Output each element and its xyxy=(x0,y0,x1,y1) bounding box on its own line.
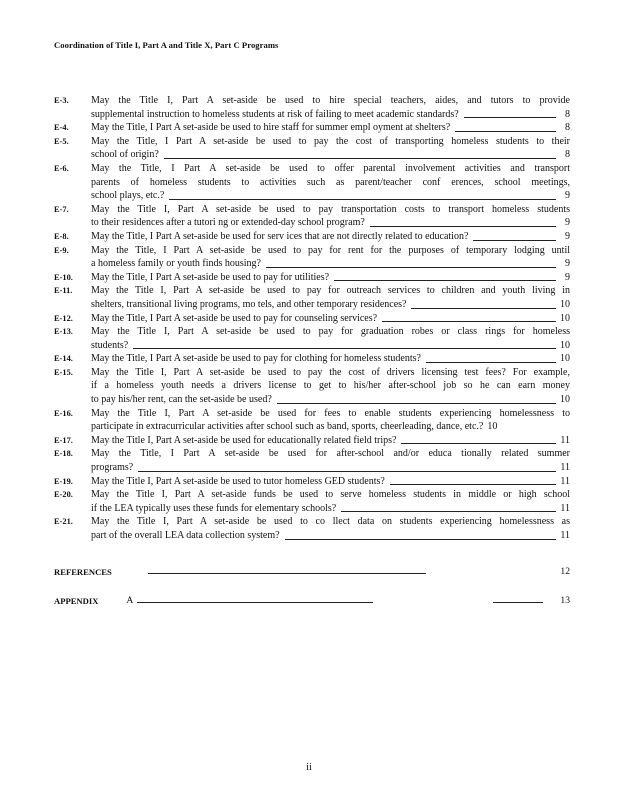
toc-entry-page: 9 xyxy=(565,230,570,242)
toc-entry-line xyxy=(91,176,570,190)
toc-entry[interactable] xyxy=(54,135,570,162)
toc-entry-number: E-3. xyxy=(54,96,69,105)
toc-entry-page: 11 xyxy=(560,530,570,541)
toc-leader-line xyxy=(473,240,556,241)
toc-entry-number: E-6. xyxy=(54,163,69,173)
toc-leader-line xyxy=(138,471,556,472)
toc-entry-text: school plays, etc.? xyxy=(91,190,165,202)
toc-entry[interactable] xyxy=(54,94,570,121)
toc-entry-number: E-21. xyxy=(54,517,73,527)
toc-leader-line xyxy=(390,484,556,485)
appendix-leader xyxy=(137,602,373,603)
toc-entry-text: students? xyxy=(91,339,129,351)
toc-entry-number: E-16. xyxy=(54,408,73,418)
toc-entry-text: May the Title I, Part A set-aside be used to pay transportation costs to transport homeless students xyxy=(91,203,570,215)
toc-entry-page: 9 xyxy=(565,190,570,202)
toc-entry-text: May the Title I, Part A set-aside be used to pay for graduation robes or class rings for homeless xyxy=(91,326,570,338)
toc-entry-text: to pay his/her rent, can the set-aside be used? xyxy=(91,394,272,406)
references-leader xyxy=(148,573,426,574)
appendix-label: APPENDIX xyxy=(54,596,99,606)
toc-entry-number: E-12. xyxy=(54,313,73,323)
toc-entry-line xyxy=(91,230,570,244)
toc-leader-line xyxy=(285,539,556,540)
toc-entry[interactable] xyxy=(54,284,570,311)
toc-entry-page: 11 xyxy=(560,462,570,474)
toc-entry-page: 8 xyxy=(565,122,570,134)
page-number: ii xyxy=(306,762,312,773)
toc-entry[interactable] xyxy=(54,244,570,271)
references-label: REFERENCES xyxy=(54,567,112,577)
toc-entry-number: E-7. xyxy=(54,204,69,214)
toc-leader-line xyxy=(382,321,556,322)
running-header: Coordination of Title I, Part A and Title X, Part C Programs xyxy=(54,40,279,50)
toc-entry-text: May the Title, I Part A set-aside be used for after-school and/or educa tionally related summer xyxy=(91,448,570,460)
toc-entry-number: E-18. xyxy=(54,449,73,459)
toc-entry-text: supplemental instruction to homeless students at risk of failing to meet academic standards? xyxy=(91,108,459,120)
toc-entry-line xyxy=(91,502,570,516)
toc-entry-line xyxy=(91,257,570,271)
toc-entry-text: parents of homeless students to activities such as parent/teacher conf erences, school meetings, xyxy=(91,176,570,188)
toc-entry-number: E-5. xyxy=(54,136,69,146)
toc-entry-page: 8 xyxy=(565,108,570,120)
toc-entry-number: E-13. xyxy=(54,327,73,337)
table-of-contents xyxy=(54,94,570,543)
toc-entry-text: May the Title, I Part A set-aside be used to hire staff for summer empl oyment at shelters? xyxy=(91,122,451,134)
references-row[interactable] xyxy=(54,566,570,577)
toc-entry[interactable] xyxy=(54,366,570,407)
toc-entry-line xyxy=(91,393,570,407)
toc-leader-line xyxy=(411,308,556,309)
toc-entry[interactable] xyxy=(54,407,570,434)
toc-entry-text: May the Title I, Part A set-aside be used for educationally related field trips? xyxy=(91,434,397,446)
toc-entry[interactable] xyxy=(54,121,570,135)
toc-entry-number: E-19. xyxy=(54,476,73,486)
toc-entry-text: May the Title I, Part A set-aside be used to co llect data on students experiencing homelessness as xyxy=(91,516,570,528)
toc-entry-line xyxy=(91,339,570,353)
toc-entry-page: 10 xyxy=(560,312,570,324)
toc-entry-line xyxy=(91,298,570,312)
toc-entry-text: if a homeless youth needs a drivers license to get to his/her after-school job so he can earn money xyxy=(91,380,570,392)
toc-entry-line xyxy=(91,216,570,230)
toc-entry-text: May the Title I, Part A set-aside be used to hire special teachers, aides, and tutors to provide xyxy=(91,95,570,106)
toc-entry-number: E-10. xyxy=(54,272,73,282)
toc-entry[interactable] xyxy=(54,434,570,448)
toc-entry-line xyxy=(91,447,570,461)
toc-entry-text: if the LEA typically uses these funds for elementary schools? xyxy=(91,502,337,514)
toc-entry-text: participate in extracurricular activities after school such as band, sports, cheerleading, dance, etc.? xyxy=(91,421,484,433)
toc-leader-line xyxy=(341,511,556,512)
toc-entry-text: May the Title, I Part A set-aside be used to pay for rent for the purposes of temporary lodging until xyxy=(91,244,570,256)
toc-entry[interactable] xyxy=(54,230,570,244)
toc-entry-line xyxy=(91,488,570,502)
toc-entry[interactable] xyxy=(54,352,570,366)
appendix-page: 13 xyxy=(560,595,570,606)
toc-leader-line xyxy=(133,348,556,349)
toc-leader-line xyxy=(334,280,556,281)
toc-leader-line xyxy=(426,362,556,363)
toc-entry-text: May the Title, I Part A set-aside be used to pay for utilities? xyxy=(91,271,330,283)
toc-entry-text: May the Title, I Part A set-aside be used to pay the cost of transporting homeless students to their xyxy=(91,135,570,147)
toc-entry[interactable] xyxy=(54,271,570,285)
toc-entry-text: a homeless family or youth finds housing? xyxy=(91,258,261,270)
toc-leader-line xyxy=(266,267,556,268)
toc-entry-line xyxy=(91,461,570,475)
toc-entry-line xyxy=(91,325,570,339)
toc-leader-line xyxy=(464,117,556,118)
toc-entry-line xyxy=(91,203,570,217)
toc-entry[interactable] xyxy=(54,515,570,542)
toc-entry-text: shelters, transitional living programs, mo tels, and other temporary residences? xyxy=(91,298,407,310)
toc-leader-line xyxy=(455,131,556,132)
toc-entry[interactable] xyxy=(54,475,570,489)
toc-entry-page: 9 xyxy=(565,271,570,283)
toc-entry-page: 8 xyxy=(565,149,570,161)
toc-entry-number: E-20. xyxy=(54,490,73,500)
toc-entry-line xyxy=(91,108,570,122)
toc-leader-line xyxy=(164,158,556,159)
toc-entry-text: programs? xyxy=(91,462,134,474)
toc-leader-line xyxy=(370,226,556,227)
toc-entry-line xyxy=(91,366,570,380)
toc-entry-line xyxy=(91,189,570,203)
toc-entry-text: to their residences after a tutori ng or extended-day school program? xyxy=(91,217,365,229)
toc-entry-line xyxy=(91,94,570,108)
toc-leader-line xyxy=(169,199,556,200)
toc-entry-line xyxy=(91,379,570,393)
toc-entry-line xyxy=(91,529,570,543)
toc-entry-text: May the Title, I Part A set-aside be used to pay for counseling services? xyxy=(91,312,378,324)
toc-entry-number: E-14. xyxy=(54,354,73,364)
toc-entry-number: E-11. xyxy=(54,286,73,296)
toc-entry-line xyxy=(91,407,570,421)
toc-entry-page: 10 xyxy=(560,339,570,351)
toc-entry-text: May the Title, I Part A set-aside be used for serv ices that are not directly related to education? xyxy=(91,230,469,242)
toc-entry-line xyxy=(91,162,570,176)
toc-entry-line xyxy=(91,244,570,258)
toc-entry-line xyxy=(91,284,570,298)
toc-entry-page: 10 xyxy=(487,421,498,433)
toc-entry-number: E-4. xyxy=(54,123,69,133)
toc-entry-number: E-8. xyxy=(54,231,69,241)
toc-entry-page: 11 xyxy=(560,475,570,487)
toc-entry-page: 10 xyxy=(560,298,570,310)
toc-entry-page: 11 xyxy=(560,502,570,514)
toc-leader-line xyxy=(401,443,556,444)
toc-entry-page: 9 xyxy=(565,217,570,229)
toc-entry-line xyxy=(91,515,570,529)
toc-leader-line xyxy=(277,403,556,404)
toc-entry-number: E-17. xyxy=(54,435,73,445)
toc-entry-line xyxy=(91,352,570,366)
toc-entry-page: 11 xyxy=(560,434,570,446)
toc-entry-text: May the Title I, Part A set-aside be used to tutor homeless GED students? xyxy=(91,475,385,487)
toc-entry-page: 9 xyxy=(565,258,570,270)
toc-entry-line xyxy=(91,312,570,326)
toc-entry-line xyxy=(91,148,570,162)
toc-entry-text: part of the overall LEA data collection system? xyxy=(91,530,280,541)
toc-entry-text: May the Title, I Part A set-aside be used to offer parental involvement activities and transport xyxy=(91,162,570,174)
toc-entry-line xyxy=(91,121,570,135)
toc-entry[interactable] xyxy=(54,447,570,474)
toc-entry-text: May the Title I, Part A set-aside be used to pay the cost of drivers licensing test fees? For example, xyxy=(91,366,570,378)
toc-entry[interactable] xyxy=(54,325,570,352)
toc-entry[interactable] xyxy=(54,203,570,230)
toc-entry-page: 10 xyxy=(560,353,570,365)
toc-entry-text: May the Title I, Part A set-aside be used to pay for outreach services to children and youth living in xyxy=(91,285,570,297)
toc-entry[interactable] xyxy=(54,312,570,326)
toc-entry-number: E-9. xyxy=(54,245,69,255)
references-page: 12 xyxy=(560,566,570,577)
toc-entry-number: E-15. xyxy=(54,367,73,377)
appendix-leader-short xyxy=(493,602,543,603)
toc-entry-text: May the Title I, Part A set-aside funds be used to serve homeless students in middle or high school xyxy=(91,489,570,501)
appendix-row[interactable] xyxy=(54,595,570,606)
toc-entry-line xyxy=(91,434,570,448)
toc-entry-text: May the Title, I Part A set-aside be used to pay for clothing for homeless students? xyxy=(91,353,421,365)
appendix-sublabel: A xyxy=(126,595,134,606)
toc-entry-line xyxy=(91,475,570,489)
toc-entry-text: school of origin? xyxy=(91,149,159,161)
toc-entry-page: 10 xyxy=(560,394,570,406)
toc-entry[interactable] xyxy=(54,162,570,203)
toc-entry-line xyxy=(91,135,570,149)
toc-entry[interactable] xyxy=(54,488,570,515)
toc-entry-text: May the Title I, Part A set-aside be used for fees to enable students experiencing homelessness to xyxy=(91,407,570,419)
toc-entry-line xyxy=(91,420,570,434)
toc-entry-line xyxy=(91,271,570,285)
